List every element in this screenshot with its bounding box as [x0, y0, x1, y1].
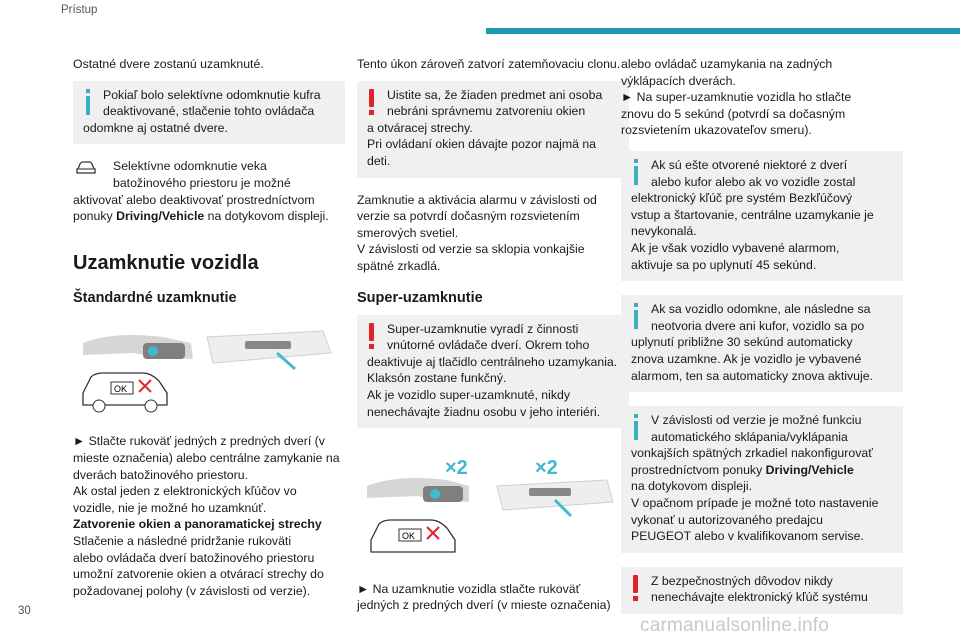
body-line: požadovanej polohy (v závislosti od verzie).: [73, 583, 311, 598]
note-line: ponuky Driving/Vehicle na dotykovom displeji.: [73, 209, 329, 224]
column-3: [621, 56, 903, 614]
warning-icon: [630, 575, 644, 601]
info-icon: [630, 414, 644, 440]
step-line: ► Na uzamknutie vozidla stlačte rukoväť: [357, 581, 581, 596]
warning-line: Z bezpečnostných dôvodov nikdy: [651, 573, 833, 588]
step-line: jedných z predných dverí (v mieste označenia): [357, 598, 611, 613]
warning-line: Super-uzamknutie vyradí z činnosti: [387, 321, 579, 336]
section-title: Prístup: [61, 4, 98, 16]
info-line: Ak sú ešte otvorené niektoré z dverí: [651, 157, 848, 172]
note-line: batožinového priestoru je možné: [113, 175, 291, 190]
info-line: V opačnom prípade je možné toto nastavenie: [631, 496, 879, 511]
info-box: [621, 406, 903, 553]
info-box: [621, 295, 903, 392]
info-line: neotvoria dvere ani kufor, vozidlo sa po: [651, 318, 865, 333]
info-line: V závislosti od verzie je možné funkciu: [651, 413, 862, 428]
warning-icon: [366, 89, 380, 115]
column-1: [73, 56, 345, 599]
info-icon: [630, 159, 644, 185]
body-line: smerových svetiel.: [357, 225, 459, 240]
info-line: prostredníctvom ponuky Driving/Vehicle: [631, 462, 854, 477]
super-lock-illustration: [357, 440, 629, 560]
warning-line: deaktivuje aj tlačidlo centrálneho uzamykania.: [367, 354, 618, 369]
car-icon: [75, 160, 97, 176]
body-line: Zamknutie a aktivácia alarmu v závislosti od: [357, 192, 597, 207]
ok-label: OK: [402, 531, 416, 542]
double-press-label: ×2: [445, 457, 468, 480]
body-line: spätné zrkadlá.: [357, 258, 441, 273]
intro-text: Tento úkon zároveň zatvorí zatemňovaciu clonu.: [357, 57, 621, 71]
info-icon: [82, 89, 96, 115]
double-press-label: ×2: [535, 457, 558, 480]
info-line: vonkajších spätných zrkadiel nakonfigurovať: [631, 446, 873, 461]
warning-line: nenechávajte elektronický kľúč systému: [651, 590, 868, 605]
body-line: V závislosti od verzie sa sklopia vonkajšie: [357, 242, 585, 257]
body-line: ► Na super-uzamknutie vozidla ho stlačte: [621, 90, 852, 105]
intro-text: Ostatné dvere zostanú uzamknuté.: [73, 57, 264, 71]
warning-line: deti.: [367, 153, 391, 168]
step-line: mieste označenia) alebo centrálne zamykanie na: [73, 450, 340, 465]
info-line: elektronický kľúč pre systém Bezkľúčový: [631, 191, 853, 206]
ok-label: OK: [114, 383, 128, 394]
info-line: vstup a štartovanie, centrálne uzamykanie je: [631, 207, 874, 222]
warning-box: [357, 81, 629, 178]
warning-line: Klaksón zostane funkčný.: [367, 371, 507, 386]
info-box: [73, 81, 345, 145]
step-line: vozidle, nie je možné ho uzamknúť.: [73, 500, 267, 515]
warning-icon: [366, 323, 380, 349]
body-line: výklápacích dverách.: [621, 73, 736, 88]
warning-box: [621, 567, 903, 614]
warning-line: nenechávajte žiadnu osobu v jeho interiéri.: [367, 404, 601, 419]
info-line: PEUGEOT alebo v kvalifikovanom servise.: [631, 529, 864, 544]
door-handle-illustration: [73, 313, 345, 423]
column-2: [357, 56, 629, 614]
car-note-box: [73, 152, 345, 232]
warning-line: vnútorné ovládače dverí. Okrem toho: [387, 338, 590, 353]
subsection-heading: Štandardné uzamknutie: [73, 289, 237, 306]
warning-box: [357, 315, 629, 429]
step-line: Ak ostal jeden z elektronických kľúčov vo: [73, 484, 297, 499]
info-line: automatického sklápania/vyklápania: [651, 429, 848, 444]
section-heading: Uzamknutie vozidla: [73, 251, 259, 274]
info-line: uplynutí približne 30 sekúnd automaticky: [631, 335, 853, 350]
info-line: na dotykovom displeji.: [631, 479, 752, 494]
info-line: deaktivované, stlačenie tohto ovládača: [103, 104, 315, 119]
step-line: ► Stlačte rukoväť jedných z predných dverí (v: [73, 434, 325, 449]
warning-line: a otváracej strechy.: [367, 120, 473, 135]
info-line: alarmom, ten sa automaticky znova aktivuje.: [631, 368, 873, 383]
warning-line: Ak je vozidlo super-uzamknuté, nikdy: [367, 387, 570, 402]
subsection-heading: Super-uzamknutie: [357, 289, 483, 306]
note-line: Selektívne odomknutie veka: [113, 159, 267, 174]
body-line: alebo ovládač uzamykania na zadných: [621, 57, 833, 71]
info-line: aktivuje sa po uplynutí 45 sekúnd.: [631, 257, 817, 272]
watermark: carmanualsonline.info: [640, 615, 830, 636]
body-line: rozsvietením ukazovateľov smeru).: [621, 123, 812, 138]
info-line: alebo kufor alebo ak vo vozidle zostal: [651, 174, 856, 189]
body-line: Stlačenie a následné pridržanie rukoväti: [73, 533, 292, 548]
body-line: alebo ovládača dverí batožinového priestoru: [73, 550, 315, 565]
info-icon: [630, 303, 644, 329]
info-line: Ak sa vozidlo odomkne, ale následne sa: [651, 302, 871, 317]
info-line: znova uzamkne. Ak je vozidlo je vybavené: [631, 351, 862, 366]
warning-line: nebráni správnemu zatvoreniu okien: [387, 104, 586, 119]
info-line: Pokiaľ bolo selektívne odomknutie kufra: [103, 87, 321, 102]
warning-line: Pri ovládaní okien dávajte pozor najmä na: [367, 137, 596, 152]
step-line: dverách batožinového priestoru.: [73, 467, 248, 482]
note-line: aktivovať alebo deaktivovať prostredníctvom: [73, 192, 315, 207]
info-line: nevykonalá.: [631, 224, 697, 239]
warning-line: Uistite sa, že žiaden predmet ani osoba: [387, 87, 603, 102]
page-number: 30: [18, 605, 31, 617]
info-box: [621, 151, 903, 281]
info-line: odomkne aj ostatné dvere.: [83, 120, 228, 135]
bold-subtitle: Zatvorenie okien a panoramatickej strechy: [73, 517, 322, 532]
body-line: verzie sa potvrdí dočasným rozsvietením: [357, 209, 580, 224]
body-line: umožní zatvorenie okien a otvárací strechy do: [73, 567, 324, 582]
info-line: vykonať u autorizovaného predajcu: [631, 512, 823, 527]
header-accent-bar: [486, 28, 960, 34]
body-line: znovu do 5 sekúnd (potvrdí sa dočasným: [621, 106, 846, 121]
info-line: Ak je však vozidlo vybavené alarmom,: [631, 240, 840, 255]
